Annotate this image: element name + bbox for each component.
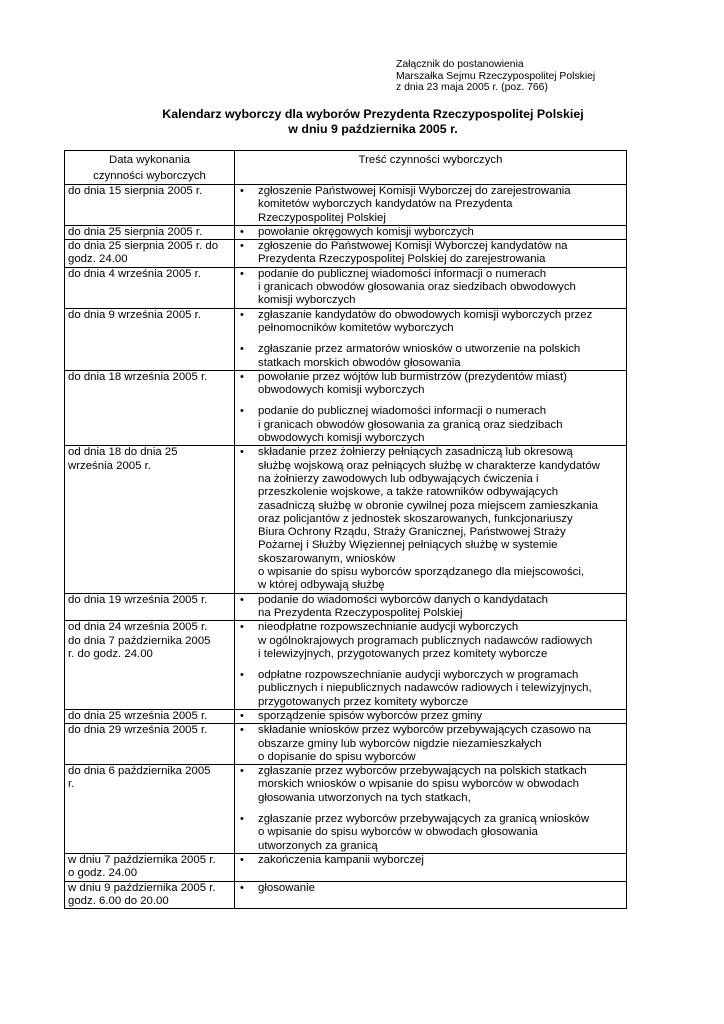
- bullet-icon: •: [240, 593, 244, 606]
- annex-line: Załącznik do postanowienia: [396, 59, 524, 70]
- activity-text: [258, 343, 623, 370]
- row-activities: [235, 446, 627, 593]
- bullet-icon: •: [240, 225, 244, 238]
- row-date-line: do dnia 25 sierpnia 2005 r. do: [68, 240, 219, 253]
- bullet-icon: •: [240, 343, 244, 356]
- activity-line: powołanie przez wójtów lub burmistrzów (prezydentów miast): [258, 370, 567, 383]
- activity-item: [238, 710, 623, 723]
- activity-item: [238, 240, 623, 267]
- activity-item: [238, 226, 623, 239]
- row-date-line: do dnia 4 września 2005 r.: [68, 267, 201, 280]
- bullet-icon: •: [240, 724, 244, 737]
- activity-line: morskich wniosków o wpisanie do spisu wyborców w obwodach: [258, 778, 579, 791]
- row-date: [65, 225, 235, 239]
- activity-item: [238, 724, 623, 764]
- bullet-icon: •: [240, 267, 244, 280]
- activity-text: [258, 621, 623, 661]
- activity-item: [238, 185, 623, 225]
- activity-line: statkach morskich obwodów głosowania: [258, 356, 461, 369]
- bullet-icon: •: [240, 308, 244, 321]
- row-date: [65, 593, 235, 621]
- annex-line: z dnia 23 maja 2005 r. (poz. 766): [396, 82, 548, 93]
- activity-line: w której odbywają służbę: [258, 579, 385, 592]
- activity-text: [258, 240, 623, 267]
- election-calendar-table: [64, 150, 627, 909]
- activity-text: [258, 405, 623, 445]
- activity-text: [258, 765, 623, 805]
- row-activities: [235, 240, 627, 268]
- activity-line: głosowania utworzonych na tych statkach,: [258, 791, 471, 804]
- bullet-icon: •: [240, 709, 244, 722]
- activity-line: w ogólnokrajowych programach publicznych nadawców radiowych: [258, 634, 593, 647]
- row-activities: [235, 225, 627, 239]
- activity-line: komisji wyborczych: [258, 294, 356, 307]
- activity-line: zgłaszanie przez armatorów wniosków o utworzenie na polskich: [258, 343, 581, 356]
- table-row: [65, 724, 627, 765]
- bullet-icon: •: [240, 405, 244, 418]
- row-date: [65, 267, 235, 308]
- table-row: [65, 267, 627, 308]
- activity-text: [258, 669, 623, 709]
- header-date: [65, 151, 235, 185]
- bullet-icon: •: [240, 853, 244, 866]
- activity-item: [238, 405, 623, 445]
- activity-line: i granicach obwodów głosowania za granicą oraz siedzibach: [258, 418, 563, 431]
- row-date-line: do dnia 15 sierpnia 2005 r.: [68, 185, 203, 197]
- row-activities: [235, 308, 627, 370]
- bullet-icon: •: [240, 240, 244, 253]
- bullet-icon: •: [240, 621, 244, 634]
- row-activities: [235, 621, 627, 710]
- row-date-line: do dnia 6 października 2005: [68, 765, 211, 778]
- table-row: [65, 240, 627, 268]
- activity-item: [238, 371, 623, 398]
- row-activities: [235, 185, 627, 226]
- bullet-icon: •: [240, 881, 244, 894]
- activity-line: Biura Ochrony Rządu, Straży Granicznej, Państwowej Straży: [258, 526, 566, 539]
- activity-line: służbę wojskową oraz pełniących służbę w charakterze kandydatów: [258, 459, 600, 472]
- activity-line: przeszkolenie wojskowe, a także ratowników odbywających: [258, 486, 559, 499]
- table-row: [65, 853, 627, 881]
- activity-text: [258, 882, 623, 895]
- activity-line: głosowanie: [258, 881, 315, 894]
- activity-text: [258, 594, 623, 621]
- bullet-icon: •: [240, 765, 244, 778]
- row-date-line: godz. 24.00: [68, 253, 128, 266]
- activity-line: i granicach obwodów głosowania oraz siedzibach obwodowych: [258, 281, 576, 294]
- table-row: [65, 881, 627, 909]
- activity-line: składanie wniosków przez wyborców przebywających czasowo na: [258, 724, 592, 737]
- activity-item: [238, 446, 623, 592]
- row-activities: [235, 881, 627, 909]
- activity-line: obwodowych komisji wyborczych: [258, 384, 425, 397]
- header-date-line: czynności wyborczych: [93, 170, 206, 182]
- table-header-row: [65, 151, 627, 185]
- activity-line: o wpisanie do spisu wyborców w obwodach głosowania: [258, 826, 538, 839]
- title-line: Kalendarz wyborczy dla wyborów Prezydenta Rzeczypospolitej Polskiej: [162, 107, 584, 121]
- activity-item: [238, 621, 623, 661]
- activity-line: utworzonych za granicą: [258, 839, 378, 852]
- activity-text: [258, 185, 623, 225]
- row-date-line: od dnia 18 do dnia 25: [68, 446, 178, 459]
- activity-text: [258, 710, 623, 723]
- row-date-line: do dnia 18 września 2005 r.: [68, 370, 208, 383]
- annex-line: Marszałka Sejmu Rzeczypospolitej Polskiej: [396, 70, 596, 82]
- activity-line: zgłaszanie kandydatów do obwodowych komisji wyborczych przez: [258, 308, 593, 321]
- row-activities: [235, 724, 627, 765]
- activity-line: powołanie okręgowych komisji wyborczych: [258, 225, 474, 238]
- activity-item: [238, 882, 623, 895]
- activity-line: obszarze gminy lub wyborców nigdzie niezamieszkałych: [258, 737, 542, 750]
- row-date: [65, 853, 235, 881]
- bullet-icon: •: [240, 446, 244, 459]
- activity-item: [238, 669, 623, 709]
- activity-line: zasadniczą służbę w obronie cywilnej poza miejscem zamieszkania: [258, 499, 598, 512]
- activity-line: nieodpłatne rozpowszechnianie audycji wyborczych: [258, 621, 519, 634]
- activity-line: komitetów wyborczych kandydatów na Prezydenta: [258, 198, 513, 211]
- row-date-line: godz. 6.00 do 20.00: [68, 894, 169, 907]
- row-date: [65, 621, 235, 710]
- table-row: [65, 709, 627, 723]
- row-date-line: do dnia 29 września 2005 r.: [68, 724, 208, 737]
- header-content-label: Treść czynności wyborczych: [358, 154, 503, 166]
- activity-item: [238, 594, 623, 621]
- annex-note: [396, 59, 595, 94]
- activity-line: podanie do publicznej wiadomości informacji o numerach: [258, 405, 547, 418]
- row-date-line: do dnia 25 września 2005 r.: [68, 709, 208, 722]
- activity-text: [258, 268, 623, 308]
- table-row: [65, 308, 627, 370]
- activity-item: [238, 309, 623, 336]
- table-row: [65, 225, 627, 239]
- row-date: [65, 709, 235, 723]
- row-date-line: do dnia 25 sierpnia 2005 r.: [68, 225, 203, 238]
- row-date: [65, 446, 235, 593]
- row-date-line: do dnia 19 września 2005 r.: [68, 593, 208, 606]
- bullet-icon: •: [240, 669, 244, 682]
- row-date: [65, 765, 235, 854]
- activity-line: sporządzenie spisów wyborców przez gminy: [258, 709, 483, 722]
- bullet-icon: •: [240, 185, 244, 197]
- table-row: [65, 370, 627, 445]
- activity-line: odpłatne rozpowszechnianie audycji wyborczych w programach: [258, 669, 579, 682]
- activity-line: składanie przez żołnierzy pełniących zasadniczą lub okresową: [258, 446, 573, 459]
- activity-line: pełnomocników komitetów wyborczych: [258, 321, 454, 334]
- activity-item: [238, 343, 623, 370]
- header-date-line: Data wykonania: [108, 154, 191, 166]
- document-title: [60, 107, 686, 137]
- row-date: [65, 881, 235, 909]
- activity-line: podanie do publicznej wiadomości informacji o numerach: [258, 267, 547, 280]
- activity-line: zgłaszanie przez wyborców przebywających na polskich statkach: [258, 765, 587, 778]
- activity-item: [238, 268, 623, 308]
- row-activities: [235, 267, 627, 308]
- activity-line: skoszarowanym, wniosków: [258, 552, 396, 565]
- bullet-icon: •: [240, 813, 244, 826]
- row-date-line: września 2005 r.: [68, 459, 151, 472]
- header-content: [235, 151, 627, 185]
- activity-line: zgłaszanie przez wyborców przebywających za granicą wniosków: [258, 813, 590, 826]
- activity-line: na Prezydenta Rzeczypospolitej Polskiej: [258, 606, 463, 619]
- activity-line: na żołnierzy zawodowych lub odbywających ćwiczenia i: [258, 472, 539, 485]
- row-date-line: w dniu 9 października 2005 r.: [68, 881, 216, 894]
- row-date: [65, 308, 235, 370]
- activity-line: podanie do wiadomości wyborców danych o kandydatach: [258, 593, 549, 606]
- activity-text: [258, 226, 623, 239]
- activity-line: oraz policjantów z jednostek skoszarowanych, funkcjonariuszy: [258, 512, 573, 525]
- activity-line: zakończenia kampanii wyborczej: [258, 853, 424, 866]
- activity-line: Prezydenta Rzeczypospolitej Polskiej do zarejestrowania: [258, 253, 546, 266]
- row-activities: [235, 709, 627, 723]
- title-line: w dniu 9 października 2005 r.: [288, 122, 458, 136]
- row-date: [65, 724, 235, 765]
- row-activities: [235, 370, 627, 445]
- activity-text: [258, 854, 623, 867]
- table-body: [65, 185, 627, 909]
- row-date-line: od dnia 24 września 2005 r.: [68, 621, 208, 634]
- activity-text: [258, 813, 623, 853]
- activity-line: Pożarnej i Służby Więziennej pełniących służbę w systemie: [258, 539, 558, 552]
- activity-line: zgłoszenie do Państwowej Komisji Wyborczej kandydatów na: [258, 240, 568, 253]
- row-date-line: do dnia 7 października 2005: [68, 634, 211, 647]
- activity-item: [238, 854, 623, 867]
- activity-line: o wpisanie do spisu wyborców sporządzanego dla miejscowości,: [258, 566, 585, 579]
- row-date: [65, 370, 235, 445]
- row-date-line: r. do godz. 24.00: [68, 647, 153, 660]
- activity-text: [258, 309, 623, 336]
- activity-item: [238, 765, 623, 805]
- activity-line: przygotowanych przez komitety wyborcze: [258, 695, 469, 708]
- activity-line: o dopisanie do spisu wyborców: [258, 750, 416, 763]
- table-row: [65, 446, 627, 593]
- row-activities: [235, 853, 627, 881]
- row-date-line: w dniu 7 października 2005 r.: [68, 853, 216, 866]
- row-date-line: r.: [68, 778, 75, 791]
- activity-line: zgłoszenie Państwowej Komisji Wyborczej do zarejestrowania: [258, 185, 571, 197]
- row-date-line: o godz. 24.00: [68, 867, 138, 880]
- row-date: [65, 240, 235, 268]
- table-row: [65, 185, 627, 226]
- activity-text: [258, 724, 623, 764]
- table-row: [65, 765, 627, 854]
- activity-text: [258, 371, 623, 398]
- table-row: [65, 621, 627, 710]
- activity-line: obwodowych komisji wyborczych: [258, 432, 425, 445]
- row-date-line: do dnia 9 września 2005 r.: [68, 308, 201, 321]
- activity-line: publicznych i niepublicznych nadawców radiowych i telewizyjnych,: [258, 682, 592, 695]
- activity-line: Rzeczypospolitej Polskiej: [258, 211, 386, 224]
- table-row: [65, 593, 627, 621]
- activity-line: i telewizyjnych, przygotowanych przez komitety wyborcze: [258, 647, 548, 660]
- row-date: [65, 185, 235, 226]
- bullet-icon: •: [240, 370, 244, 383]
- activity-item: [238, 813, 623, 853]
- row-activities: [235, 593, 627, 621]
- row-activities: [235, 765, 627, 854]
- activity-text: [258, 446, 623, 592]
